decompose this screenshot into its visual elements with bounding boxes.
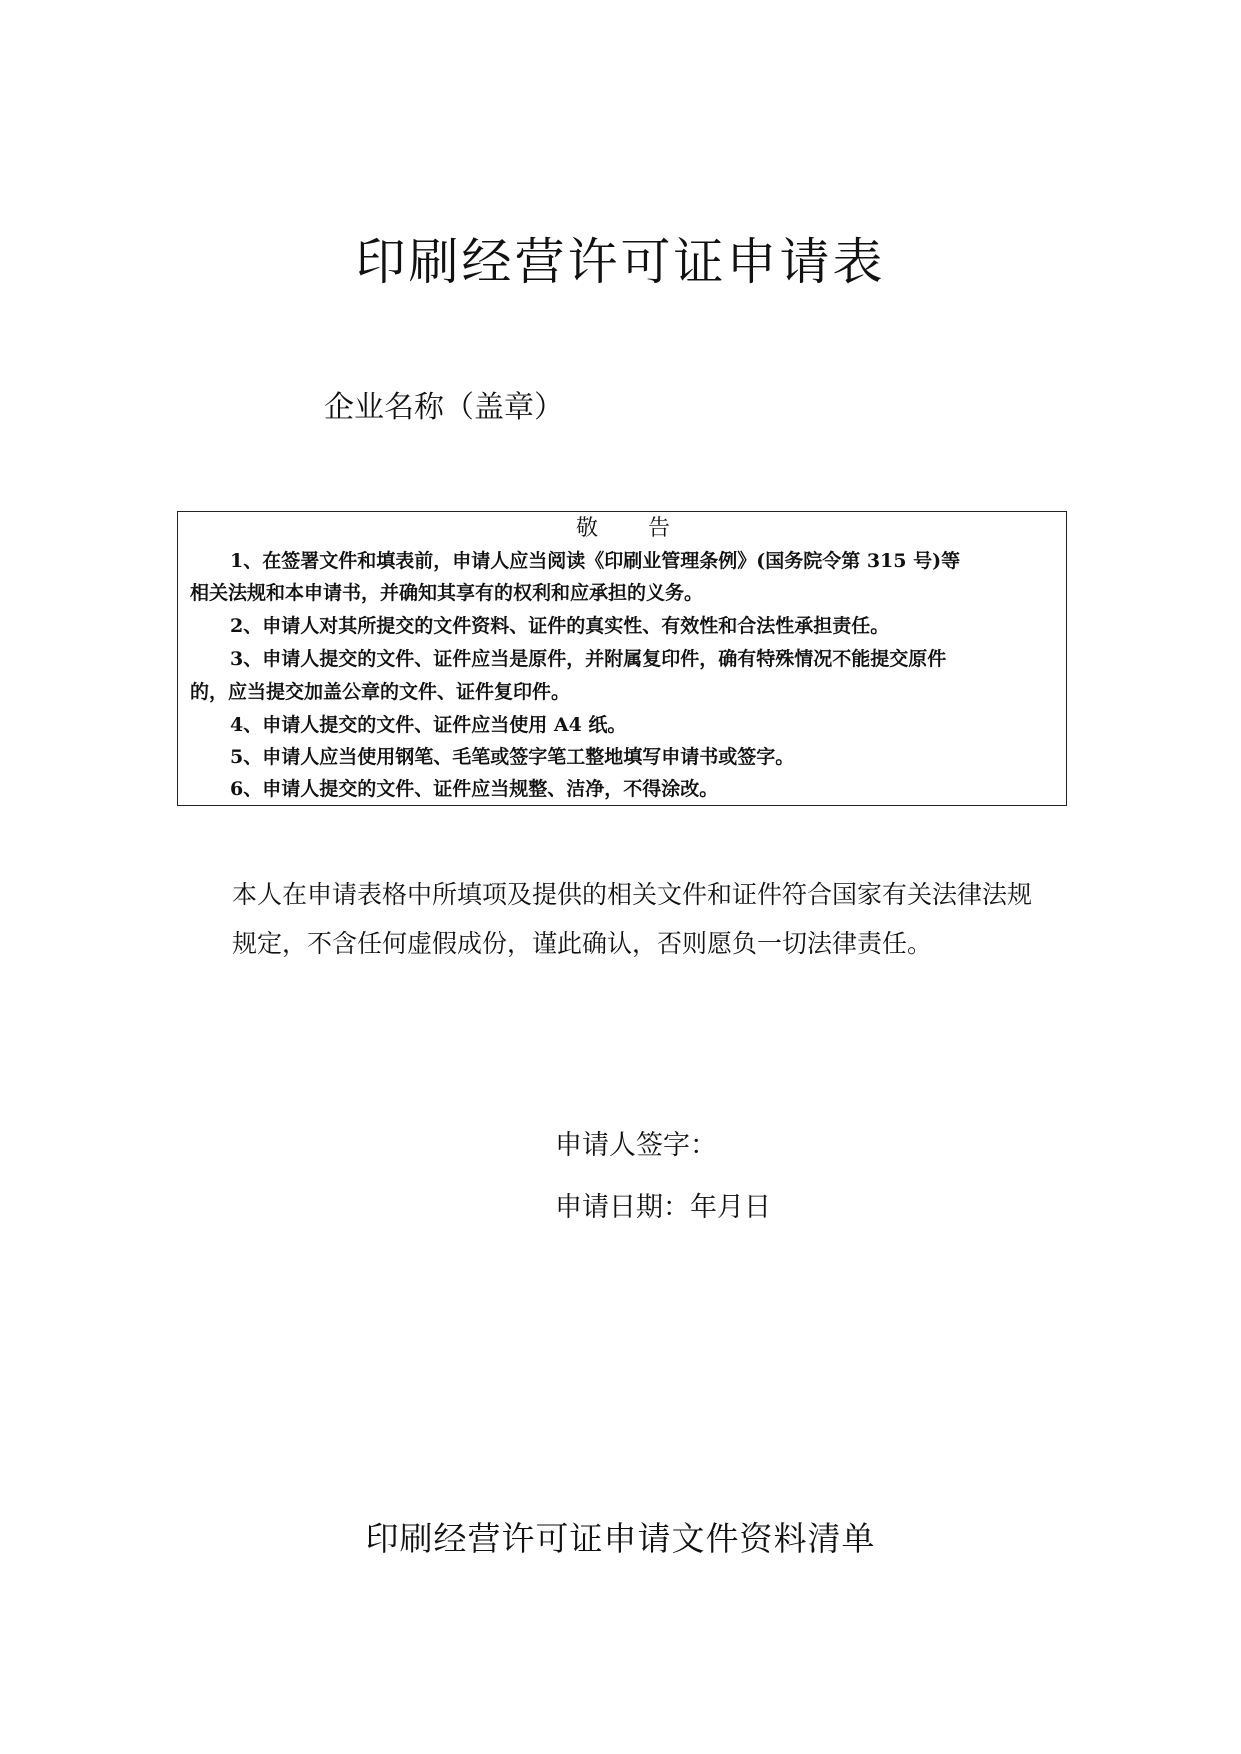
notice-item-5: 5、申请人应当使用钢笔、毛笔或签字笔工整地填写申请书或签字。 — [230, 746, 795, 768]
document-title: 印刷经营许可证申请表 — [355, 233, 886, 291]
notice-item-2: 2、申请人对其所提交的文件资料、证件的真实性、有效性和合法性承担责任。 — [230, 615, 890, 637]
declaration-line-2: 规定，不含任何虚假成份，谨此确认，否则愿负一切法律责任。 — [232, 929, 933, 958]
notice-item-3-continued: 的，应当提交加盖公章的文件、证件复印件。 — [190, 681, 571, 703]
notice-box — [177, 511, 1067, 806]
company-name-label: 企业名称（盖章） — [324, 390, 564, 425]
checklist-title: 印刷经营许可证申请文件资料清单 — [365, 1519, 876, 1558]
declaration-line-1: 本人在申请表格中所填项及提供的相关文件和证件符合国家有关法律法规 — [232, 880, 1033, 909]
notice-item-6: 6、申请人提交的文件、证件应当规整、洁净，不得涂改。 — [230, 778, 719, 800]
application-date-label: 申请日期：年月日 — [555, 1192, 771, 1223]
notice-item-1-continued: 相关法规和本申请书，并确知其享有的权利和应承担的义务。 — [190, 582, 704, 604]
notice-heading: 敬告 — [575, 516, 720, 541]
signer-label: 申请人签字： — [555, 1130, 717, 1161]
notice-item-1: 1、在签署文件和填表前，申请人应当阅读《印刷业管理条例》(国务院令第 315 号)等 — [230, 550, 961, 572]
notice-item-4: 4、申请人提交的文件、证件应当使用 A4 纸。 — [230, 714, 627, 736]
notice-item-3: 3、申请人提交的文件、证件应当是原件，并附属复印件，确有特殊情况不能提交原件 — [230, 648, 947, 670]
